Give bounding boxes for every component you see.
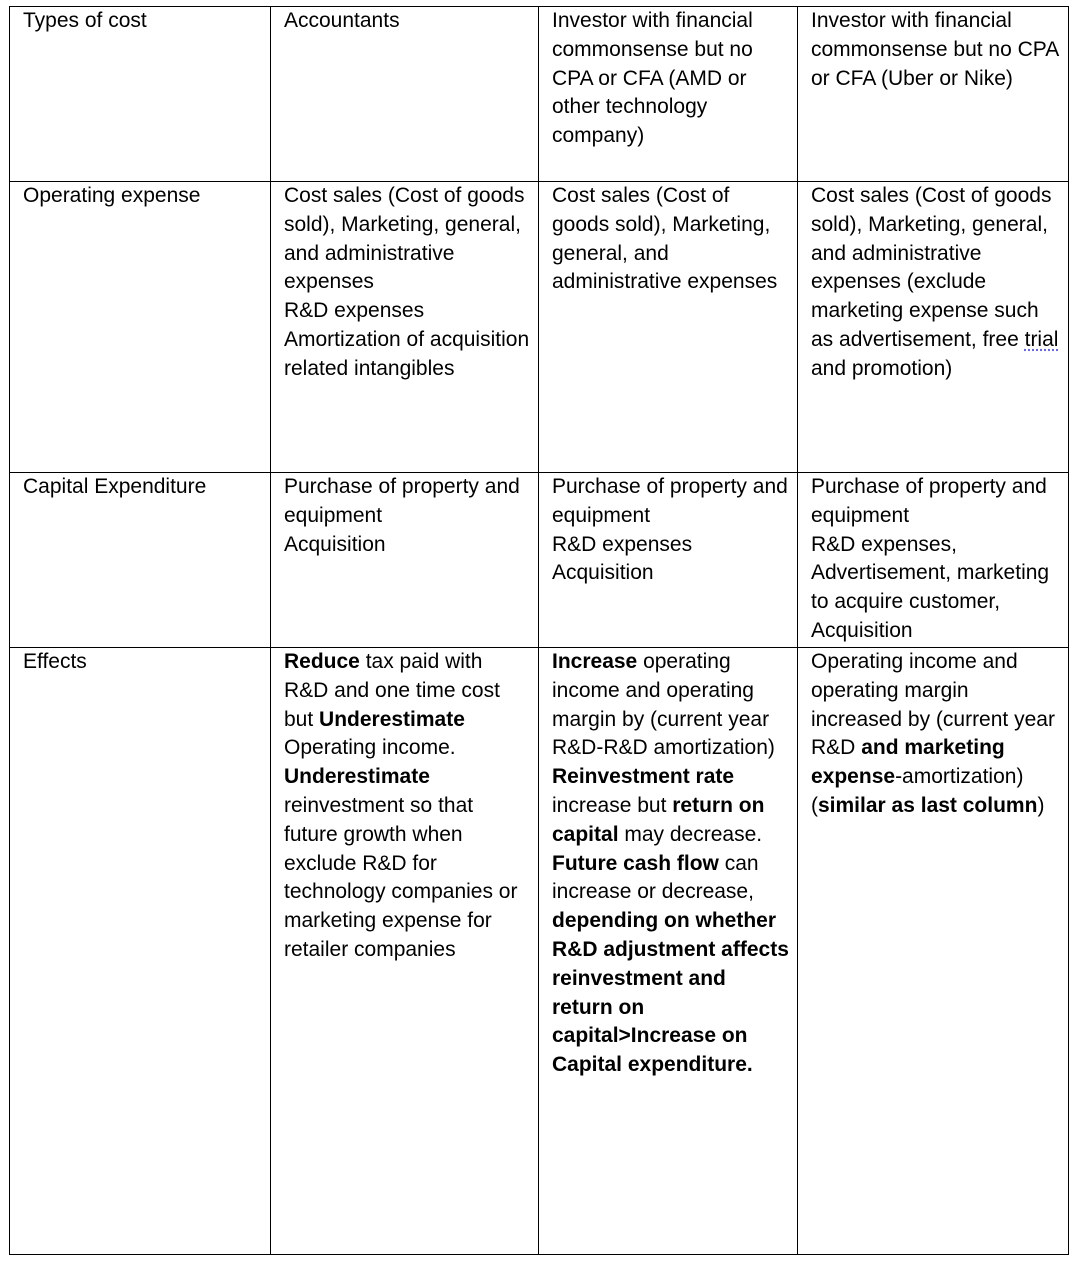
cell-line: Acquisition bbox=[284, 532, 386, 556]
cell-effects-investor-tech bbox=[539, 648, 798, 1255]
header-investor-retail: Investor with financial commonsense but no CPA or CFA (Uber or Nike) bbox=[798, 7, 1069, 182]
cell-text: can increase or decrease, bbox=[552, 851, 759, 904]
cell-line: R&D expenses bbox=[284, 299, 425, 323]
cell-text: increase but bbox=[552, 793, 673, 817]
bold-text: Reduce bbox=[284, 650, 360, 673]
cell-line: R&D expenses, Advertisement, marketing to acquire customer, Acquisition bbox=[811, 532, 1050, 642]
cell-text: Operating income. bbox=[284, 736, 456, 760]
cell-text: tax paid with R&D and one time cost but bbox=[284, 650, 500, 731]
cost-comparison-table bbox=[9, 6, 1069, 1255]
cell-line bbox=[811, 792, 1062, 821]
header-investor-tech: Investor with financial commonsense but no CPA or CFA (AMD or other technology company) bbox=[539, 7, 798, 182]
cell-line bbox=[552, 648, 791, 763]
bold-text: Underestimate bbox=[284, 765, 430, 789]
bold-text: depending on whether R&D adjustment affects reinvestment and return on capital>Increase on Capital expenditure. bbox=[552, 909, 789, 1077]
cell-line: Amortization of acquisition related intangibles bbox=[284, 327, 530, 380]
cell-capex-investor-tech bbox=[539, 473, 798, 648]
cell-text: reinvestment so that future growth when exclude R&D for technology companies or marketing expense for retailer companies bbox=[284, 793, 518, 961]
cell-text: ( bbox=[811, 793, 818, 817]
cell-text: and promotion) bbox=[811, 356, 953, 380]
document-page bbox=[9, 6, 1069, 1255]
bold-text: Future cash flow bbox=[552, 851, 719, 875]
cell-text: -amortization) bbox=[895, 765, 1024, 789]
cell-line: Purchase of property and equipment bbox=[284, 475, 520, 527]
cell-text: operating income and operating margin by (current year R&D-R&D amortization) bbox=[552, 650, 775, 760]
table-row-capital-expenditure bbox=[10, 473, 1069, 648]
cell-operating-investor-retail bbox=[798, 182, 1069, 473]
cell-operating-accountants bbox=[271, 182, 539, 473]
table-row-operating-expense bbox=[10, 182, 1069, 473]
cell-line bbox=[552, 763, 791, 849]
table-row-effects bbox=[10, 648, 1069, 1255]
cell-line: Acquisition bbox=[552, 561, 654, 585]
cell-capex-investor-retail bbox=[798, 473, 1069, 648]
cell-text: Operating income and operating margin increased by (current year R&D bbox=[811, 650, 1055, 760]
cell-effects-accountants bbox=[271, 648, 539, 1255]
bold-text: and marketing expense bbox=[811, 736, 1005, 789]
cell-text: Cost sales (Cost of goods sold), Marketing, general, and administrative expenses (exclude marketing expense such as advertisement, free bbox=[811, 184, 1052, 351]
cell-line bbox=[552, 850, 791, 1080]
table-header-row bbox=[10, 7, 1069, 182]
cell-effects-investor-retail bbox=[798, 648, 1069, 1255]
cell-line: R&D expenses bbox=[552, 532, 693, 556]
cell-text: may decrease. bbox=[618, 822, 763, 846]
bold-text: return on capital bbox=[552, 793, 765, 846]
cell-capex-accountants bbox=[271, 473, 539, 648]
row-label-operating-expense: Operating expense bbox=[10, 182, 271, 473]
header-accountants: Accountants bbox=[271, 7, 539, 182]
bold-text: similar as last column bbox=[818, 793, 1038, 817]
bold-text: Underestimate bbox=[319, 707, 465, 731]
cell-line: Purchase of property and equipment bbox=[552, 475, 788, 527]
cell-line: Purchase of property and equipment bbox=[811, 475, 1047, 527]
cell-text: ) bbox=[1037, 793, 1045, 817]
cell-line: Cost sales (Cost of goods sold), Marketing, general, and administrative expenses bbox=[284, 184, 525, 294]
bold-text: Increase bbox=[552, 650, 638, 673]
spellcheck-word: trial bbox=[1024, 327, 1059, 351]
header-types-of-cost: Types of cost bbox=[10, 7, 271, 182]
bold-text: Reinvestment rate bbox=[552, 765, 735, 789]
row-label-effects: Effects bbox=[10, 648, 271, 1255]
cell-operating-investor-tech: Cost sales (Cost of goods sold), Marketing, general, and administrative expenses bbox=[539, 182, 798, 473]
cell-line bbox=[811, 648, 1062, 792]
row-label-capital-expenditure: Capital Expenditure bbox=[10, 473, 271, 648]
